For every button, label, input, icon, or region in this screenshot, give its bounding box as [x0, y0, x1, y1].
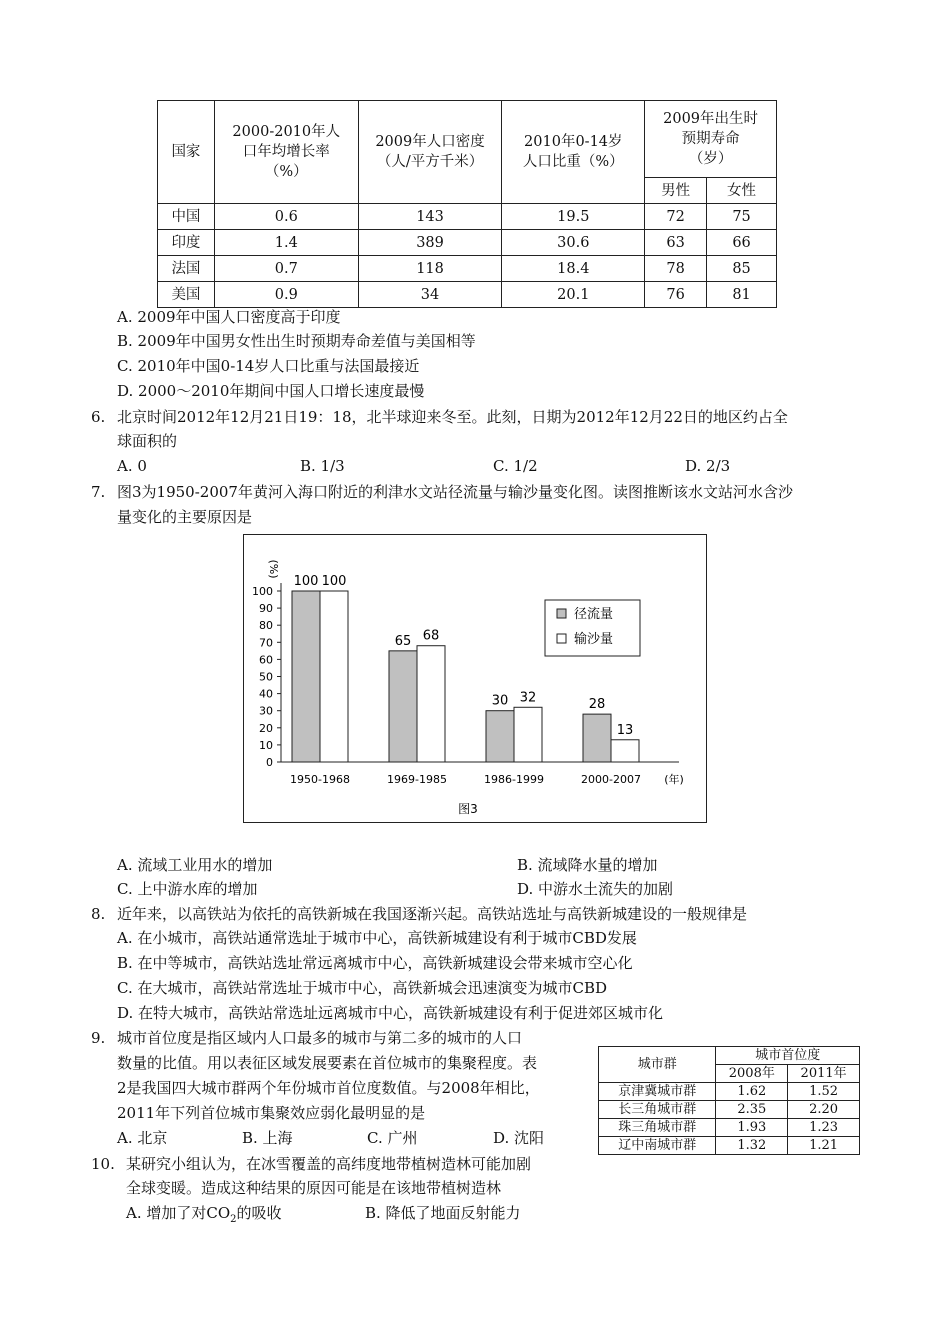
- header-children: 2010年0-14岁 人口比重（%）: [502, 101, 645, 204]
- q10-option-a: A. 增加了对$CO_2$的吸收: [126, 1204, 282, 1225]
- legend-swatch: [557, 609, 566, 618]
- header-female: 女性: [707, 178, 777, 204]
- q8-number: 8.: [91, 905, 106, 923]
- q7-stem-line1: 图3为1950-2007年黄河入海口附近的利津水文站径流量与输沙量变化图。读图推断该水文站河水含沙: [117, 483, 793, 501]
- legend-swatch: [557, 634, 566, 643]
- table-row: 珠三角城市群 1.93 1.23: [599, 1119, 860, 1137]
- y-tick-label: 70: [259, 636, 273, 650]
- x-tick-label: 2000-2007: [581, 773, 641, 786]
- q6-option-a: A. 0: [117, 457, 147, 475]
- table-row: 长三角城市群 2.35 2.20: [599, 1101, 860, 1119]
- table-row: 辽中南城市群 1.32 1.21: [599, 1137, 860, 1155]
- q7-option-d: D. 中游水土流失的加剧: [517, 880, 674, 898]
- q9-option-b: B. 上海: [242, 1129, 293, 1147]
- q10-number: 10.: [91, 1155, 115, 1173]
- bar-sediment: [611, 740, 639, 762]
- q7-number: 7.: [91, 483, 106, 501]
- q6-option-d: D. 2/3: [685, 457, 731, 475]
- data-label: 68: [422, 628, 440, 644]
- q8-option-c: C. 在大城市，高铁站常选址于城市中心，高铁新城会迅速演变为城市CBD: [117, 979, 608, 997]
- table-row: 法国 0.7 118 18.4 78 85: [158, 256, 777, 282]
- q7-stem-line2: 量变化的主要原因是: [117, 508, 253, 526]
- header-country: 国家: [158, 101, 215, 204]
- q6-option-b: B. 1/3: [300, 457, 345, 475]
- header-growth: 2000-2010年人 口年均增长率 （%）: [214, 101, 358, 204]
- header-city-group: 城市群: [599, 1047, 716, 1083]
- x-tick-label: 1969-1985: [387, 773, 447, 786]
- population-table: [157, 100, 777, 308]
- q9-stem-line2: 数量的比值。用以表征区域发展要素在首位城市的集聚程度。表: [117, 1054, 538, 1072]
- header-2008: 2008年: [716, 1065, 788, 1083]
- q6-stem-line1: 北京时间2012年12月21日19：18，北半球迎来冬至。此刻，日期为2012年12月22日的地区约占全: [117, 408, 788, 426]
- q9-stem-line1: 城市首位度是指区域内人口最多的城市与第二多的城市的人口: [117, 1029, 523, 1047]
- q6-option-c: C. 1/2: [493, 457, 538, 475]
- table-row: 中国 0.6 143 19.5 72 75: [158, 204, 777, 230]
- bar-sediment: [514, 707, 542, 762]
- q5-option-d: D. 2000～2010年期间中国人口增长速度最慢: [117, 382, 425, 400]
- bar-runoff: [486, 711, 514, 762]
- table-row: 美国 0.9 34 20.1 76 81: [158, 282, 777, 308]
- q9-number: 9.: [91, 1029, 106, 1047]
- q9-stem-line4: 2011年下列首位城市集聚效应弱化最明显的是: [117, 1104, 426, 1122]
- x-axis-label: (年): [664, 773, 684, 786]
- data-label: 100: [293, 574, 319, 589]
- y-axis-label: (%): [267, 559, 280, 579]
- q8-stem: 近年来，以高铁站为依托的高铁新城在我国逐渐兴起。高铁站选址与高铁新城建设的一般规律是: [117, 905, 748, 923]
- y-tick-label: 100: [252, 585, 273, 598]
- data-label: 100: [321, 574, 347, 589]
- data-label: 32: [519, 690, 537, 706]
- q5-option-b: B. 2009年中国男女性出生时预期寿命差值与美国相等: [117, 332, 476, 350]
- q6-number: 6.: [91, 408, 106, 426]
- table-row: 印度 1.4 389 30.6 63 66: [158, 230, 777, 256]
- data-label: 65: [394, 633, 412, 649]
- data-label: 28: [588, 697, 606, 713]
- q9-option-a: A. 北京: [117, 1129, 168, 1147]
- q10-stem-line2: 全球变暖。造成这种结果的原因可能是在该地带植树造林: [126, 1179, 502, 1197]
- q8-option-a: A. 在小城市，高铁站通常选址于城市中心，高铁新城建设有利于城市CBD发展: [117, 929, 637, 947]
- q7-option-b: B. 流域降水量的增加: [517, 856, 658, 874]
- legend-label: 输沙量: [574, 632, 614, 647]
- q8-option-b: B. 在中等城市，高铁站选址常远离城市中心，高铁新城建设会带来城市空心化: [117, 954, 633, 972]
- q7-option-c: C. 上中游水库的增加: [117, 880, 258, 898]
- y-tick-label: 30: [259, 704, 273, 718]
- header-density: 2009年人口密度 （人/平方千米）: [358, 101, 502, 204]
- bar-sediment: [417, 646, 445, 762]
- q5-option-c: C. 2010年中国0-14岁人口比重与法国最接近: [117, 357, 420, 375]
- figure-3-box: [243, 534, 707, 823]
- table-row: 京津冀城市群 1.62 1.52: [599, 1083, 860, 1101]
- bar-runoff: [292, 591, 320, 762]
- q8-option-d: D. 在特大城市，高铁站常选址远离城市中心，高铁新城建设有利于促进郊区城市化: [117, 1004, 664, 1022]
- bar-sediment: [320, 591, 348, 762]
- data-label: 13: [616, 722, 634, 738]
- data-label: 30: [491, 693, 509, 709]
- x-tick-label: 1950-1968: [290, 773, 350, 786]
- bar-runoff: [389, 651, 417, 762]
- q5-option-a: A. 2009年中国人口密度高于印度: [117, 308, 341, 326]
- bar-runoff: [583, 714, 611, 762]
- y-tick-label: 80: [259, 619, 273, 633]
- q7-option-a: A. 流域工业用水的增加: [117, 856, 273, 874]
- bar-chart: [244, 535, 706, 822]
- header-2011: 2011年: [788, 1065, 860, 1083]
- q9-option-c: C. 广州: [367, 1129, 418, 1147]
- figure-caption: 图3: [458, 802, 478, 816]
- y-tick-label: 90: [259, 602, 273, 616]
- q10-stem-line1: 某研究小组认为，在冰雪覆盖的高纬度地带植树造林可能加剧: [126, 1155, 532, 1173]
- header-primacy: 城市首位度: [716, 1047, 860, 1065]
- header-life: 2009年出生时 预期寿命 （岁）: [645, 101, 777, 178]
- y-tick-label: 50: [259, 670, 273, 684]
- y-tick-label: 40: [259, 687, 273, 701]
- y-tick-label: 10: [259, 738, 273, 752]
- legend-label: 径流量: [574, 607, 614, 622]
- city-primacy-table: [598, 1046, 860, 1155]
- y-tick-label: 60: [259, 653, 273, 667]
- q10-option-b: B. 降低了地面反射能力: [365, 1204, 521, 1222]
- header-male: 男性: [645, 178, 707, 204]
- q9-stem-line3: 2是我国四大城市群两个年份城市首位度数值。与2008年相比，: [117, 1079, 540, 1097]
- y-tick-label: 20: [259, 721, 273, 735]
- x-tick-label: 1986-1999: [484, 773, 544, 786]
- y-tick-label: 0: [266, 756, 273, 769]
- q6-stem-line2: 球面积的: [117, 432, 178, 450]
- q9-option-d: D. 沈阳: [493, 1129, 545, 1147]
